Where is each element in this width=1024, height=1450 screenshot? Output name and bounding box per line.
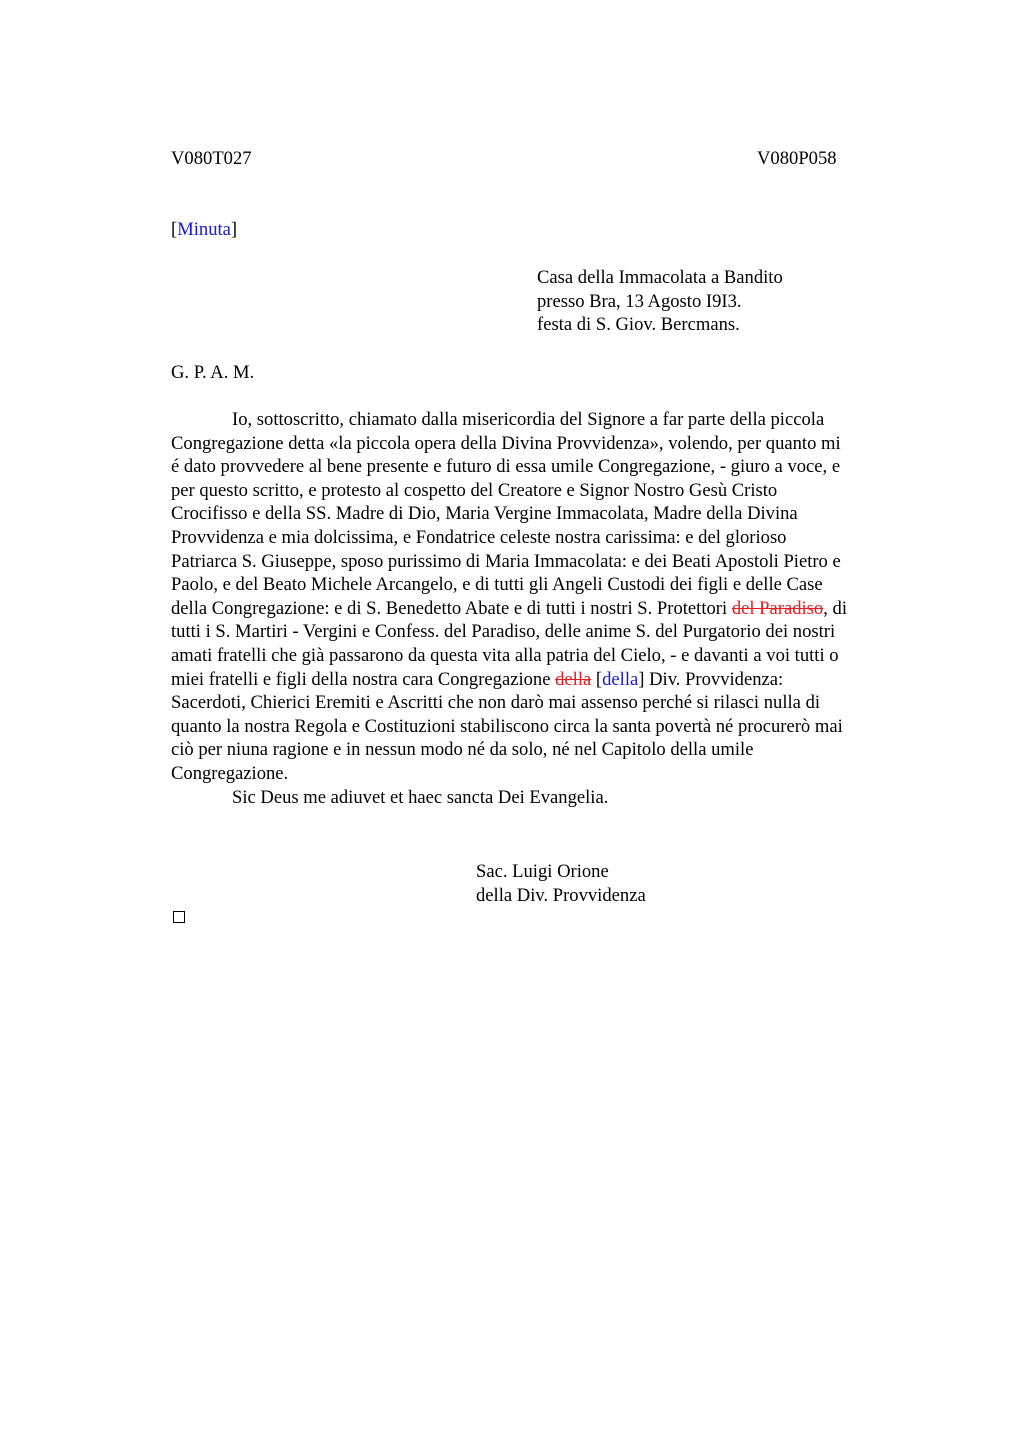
body-line: Sacerdoti, Chierici Eremiti e Ascritti che non darò mai assenso perché si rilasci nulla di xyxy=(171,692,821,714)
minuta-text: Minuta xyxy=(177,219,231,240)
oath-body xyxy=(171,408,931,809)
document-code-left: V080T027 xyxy=(171,148,252,169)
body-line: Crocifisso e della SS. Madre di Dio, Maria Vergine Immacolata, Madre della Divina xyxy=(171,503,798,525)
body-text-segment: della Congregazione: e di S. Benedetto Abate e di tutti i nostri S. Protettori xyxy=(171,597,732,619)
body-line: ciò per niuna ragione e in nessun modo né da solo, né nel Capitolo della umile xyxy=(171,739,754,761)
signature-title: della Div. Provvidenza xyxy=(476,884,646,906)
document-code-right: V080P058 xyxy=(757,148,837,169)
body-line: é dato provvedere al bene presente e futuro di essa umile Congregazione, - giuro a voce, e xyxy=(171,456,841,478)
body-text-segment: Div. Provvidenza: xyxy=(644,668,784,690)
deleted-text: del Paradiso xyxy=(731,597,824,619)
body-line: Congregazione detta «la piccola opera della Divina Provvidenza», volendo, per quanto mi xyxy=(171,432,841,454)
body-line: Paolo, e del Beato Michele Arcangelo, e di tutti gli Angeli Custodi dei figli e delle Case xyxy=(171,574,823,596)
body-line: per questo scritto, e protesto al cospetto del Creatore e Signor Nostro Gesù Cristo xyxy=(171,479,778,501)
inserted-text: della xyxy=(602,668,639,690)
body-line: Congregazione. xyxy=(171,762,289,784)
body-line xyxy=(171,668,931,692)
place-line-2: presso Bra, 13 Agosto I9I3. xyxy=(537,290,742,312)
minuta-label xyxy=(171,218,237,242)
signature-name: Sac. Luigi Orione xyxy=(476,861,609,882)
body-text-segment: , di xyxy=(823,597,847,619)
minuta-bracket-close: ] xyxy=(230,219,238,240)
minuta-bracket-open: [ xyxy=(171,219,178,240)
closing-formula: Sic Deus me adiuvet et haec sancta Dei Evangelia. xyxy=(232,786,609,808)
body-line: Provvidenza e mia dolcissima, e Fondatrice celeste nostra carissima: e del glorioso xyxy=(171,526,787,548)
square-box-icon xyxy=(173,911,185,923)
place-date-block xyxy=(537,266,783,337)
insert-bracket-open: [ xyxy=(595,668,603,690)
place-line-3: festa di S. Giov. Bercmans. xyxy=(537,314,740,336)
body-line: amati fratelli che già passarono da questa vita alla patria del Cielo, - e davanti a voi tutti o xyxy=(171,644,839,666)
body-line: Patriarca S. Giuseppe, sposo purissimo di Maria Immacolata: e dei Beati Apostoli Pietro e xyxy=(171,550,841,572)
body-line xyxy=(171,597,931,621)
place-line-1: Casa della Immacolata a Bandito xyxy=(537,267,783,288)
body-text-segment: miei fratelli e figli della nostra cara Congregazione xyxy=(171,668,556,690)
body-line: Io, sottoscritto, chiamato dalla misericordia del Signore a far parte della piccola xyxy=(232,409,825,430)
insert-bracket-close: ] xyxy=(638,668,645,690)
body-line: tutti i S. Martiri - Vergini e Confess. del Paradiso, delle anime S. del Purgatorio dei nostri xyxy=(171,621,836,643)
body-line: quanto la nostra Regola e Costituzioni stabiliscono circa la santa povertà né procurerò mai xyxy=(171,715,843,737)
signature-block xyxy=(476,860,646,907)
deleted-text: della xyxy=(555,668,592,690)
salutation: G. P. A. M. xyxy=(171,362,255,383)
